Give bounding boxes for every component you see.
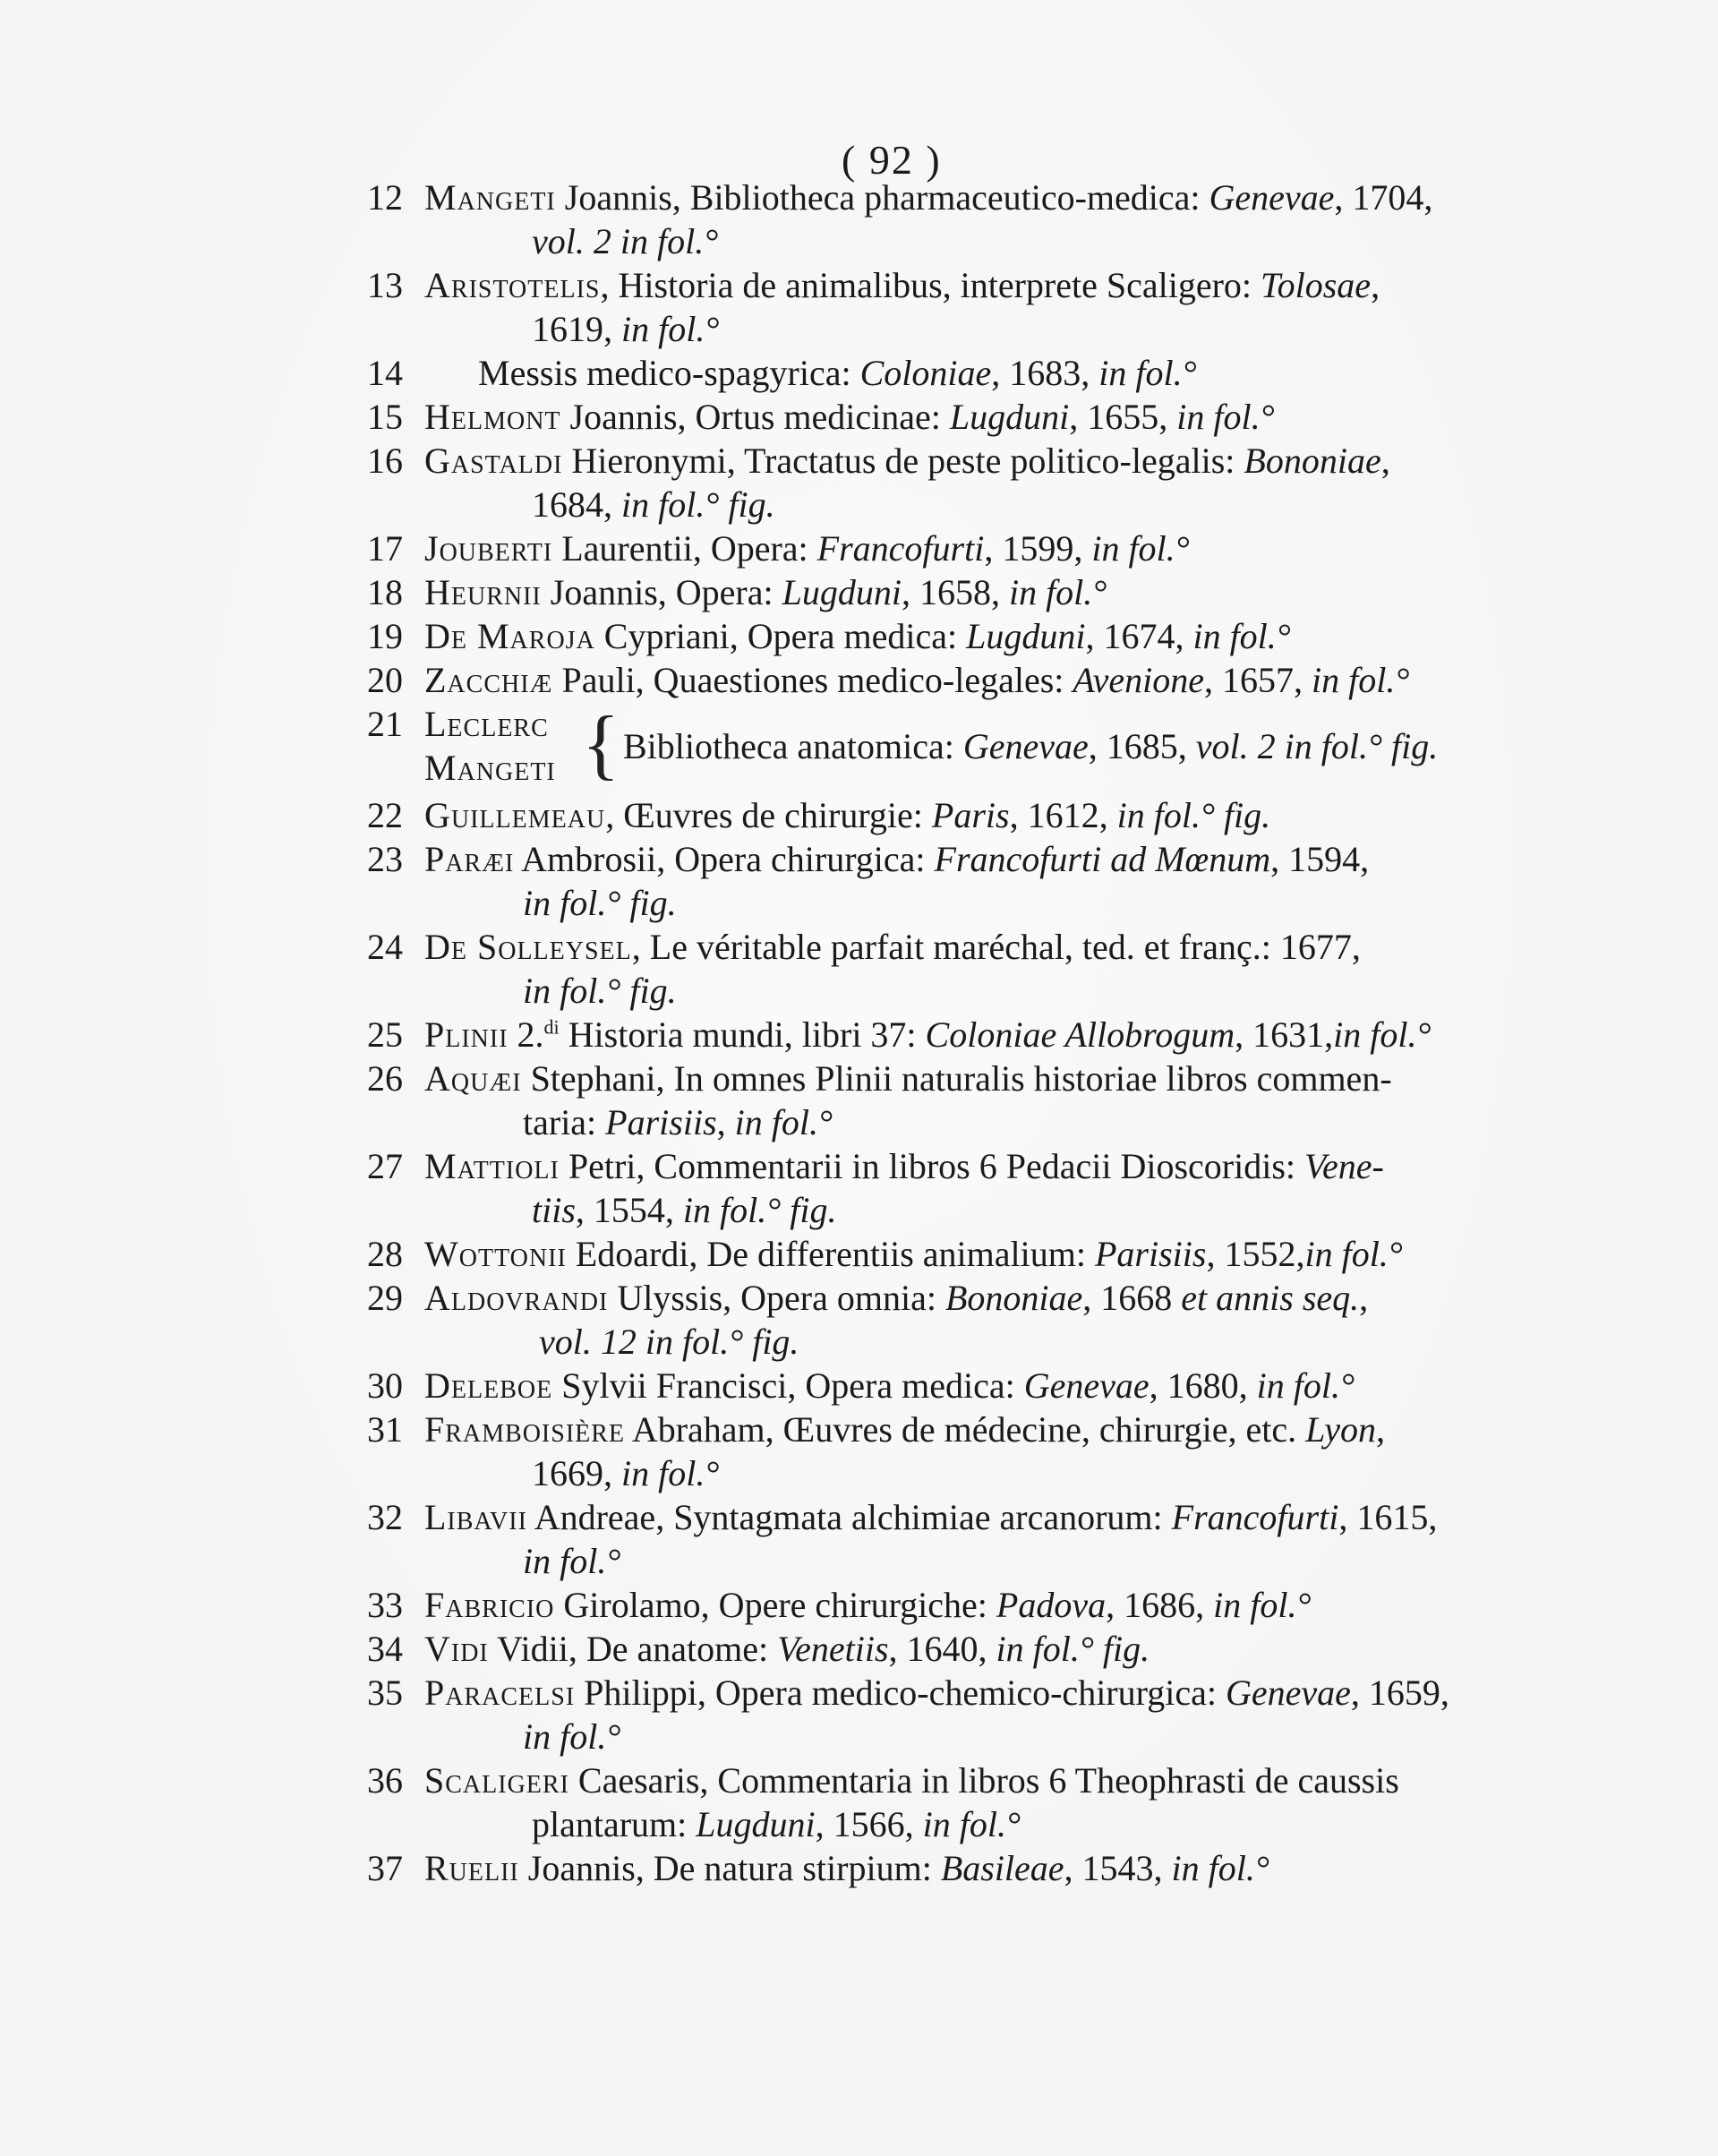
entry-author: Zacchiæ [424,660,553,700]
entry-author: Ruelii [424,1848,519,1888]
entry-title: Joannis, Ortus medicinae: [569,397,941,437]
entry-author: Wottonii [424,1234,567,1274]
entry-author: Aldovrandi [424,1278,609,1318]
entry-title-cont: plantarum: [532,1804,688,1844]
entry-imprint: , [1375,1409,1385,1450]
entry-imprint: , 1612, [1009,795,1108,835]
entry-number: 25 [367,1014,403,1055]
entry-place: Basileae [940,1848,1064,1888]
entry-author: Paræi [424,839,515,879]
list-item [367,837,1558,925]
entry-format: in fol.° [621,309,720,349]
list-item [367,1671,1558,1758]
entry-number: 24 [367,927,403,967]
list-item [367,351,1558,395]
entry-format: vol. 2 in fol.° [532,221,719,261]
entry-title: , Œuvres de chirurgie: [605,795,923,835]
entry-number: 15 [367,397,403,437]
entry-title: Laurentii, Opera: [561,528,808,569]
entry-imprint: , 1686, [1106,1585,1205,1625]
entry-number: 32 [367,1497,403,1537]
list-item [367,395,1558,439]
entry-imprint: , 1631, [1235,1014,1334,1055]
entry-place: Tolosae [1261,265,1372,305]
entry-author: Aristotelis [424,265,601,305]
entry-title: , Le véritable parfait maréchal, ted. et franç.: 1677, [631,927,1361,967]
entry-place: Lyon [1305,1409,1376,1450]
entry-author: Framboisière [424,1409,626,1450]
entry-number: 22 [367,795,403,835]
entry-format: vol. 12 in fol.° fig. [539,1322,799,1362]
list-item [367,1407,1558,1495]
entry-number: 29 [367,1278,403,1318]
entry-imprint: , 1658, [901,572,1000,612]
list-item [367,614,1558,658]
entry-imprint: , 1554, [575,1190,674,1230]
entry-title-cont: taria: [523,1102,597,1142]
entry-title: Sylvii Francisci, Opera medica: [561,1365,1015,1406]
entry-author: Mangeti [424,748,556,788]
entry-format: in fol.° [1333,1014,1432,1055]
entry-title: Edoardi, De differentiis animalium: [575,1234,1086,1274]
entry-number: 33 [367,1585,403,1625]
entry-imprint: , 1680, [1149,1365,1248,1406]
entry-place: Lugduni [696,1804,816,1844]
entry-imprint: , 1668 [1082,1278,1173,1318]
entry-number: 20 [367,660,403,700]
entry-place: Venetiis [777,1629,889,1669]
entry-place: Bononiae [944,1278,1083,1318]
entry-year: 1619, [532,309,612,349]
entry-place: Coloniae Allobrogum [925,1014,1235,1055]
entry-author: Paracelsi [424,1673,576,1713]
entry-number: 12 [367,177,403,218]
entry-author: De Solleysel [424,927,632,967]
entry-author: Jouberti [424,528,553,569]
list-item [367,1583,1558,1627]
brace-icon: { [582,701,620,788]
entry-year: 1684, [532,484,612,525]
entry-title: Philippi, Opera medico-chemico-chirurgica: [584,1673,1217,1713]
entry-format: in fol.° [734,1102,833,1142]
entry-number: 23 [367,839,403,879]
entry-place: Paris [931,795,1010,835]
entry-title: Cypriani, Opera medica: [603,616,958,656]
entry-place: Lugduni [966,616,1086,656]
list-item [367,175,1558,263]
entry-place: Avenione [1073,660,1205,700]
list-item [367,925,1558,1013]
entry-title: Ulyssis, Opera omnia: [617,1278,936,1318]
entry-number: 28 [367,1234,403,1274]
entry-format: in fol.° [1176,397,1275,437]
entry-number: 36 [367,1760,403,1801]
bibliography-list [367,175,1558,1890]
list-item [367,1758,1558,1846]
entry-imprint: , [716,1102,726,1142]
list-item [367,263,1558,351]
list-item [367,702,1558,793]
entry-imprint: , 1674, [1085,616,1184,656]
list-item [367,1364,1558,1407]
entry-format: in fol.° [922,1804,1021,1844]
entry-number: 34 [367,1629,403,1669]
entry-place: Genevae [1225,1673,1351,1713]
entry-place: Lugduni [782,572,902,612]
entry-imprint: , 1704, [1334,177,1433,218]
list-item [367,439,1558,526]
entry-title: , Historia de animalibus, interprete Scaligero: [600,265,1252,305]
entry-format: in fol.° [1213,1585,1312,1625]
entry-format: in fol.° [523,1716,621,1757]
entry-format: in fol.° [1256,1365,1355,1406]
entry-imprint: , [1380,441,1390,481]
entry-number: 35 [367,1673,403,1713]
entry-place: Genevae [962,726,1089,766]
entry-author: Guillemeau [424,795,606,835]
entry-imprint: , 1659, [1350,1673,1449,1713]
entry-imprint: , 1552, [1206,1234,1305,1274]
entry-place: Genevae [1209,177,1335,218]
entry-author: Aquæi [424,1058,522,1099]
entry-format: in fol.° fig. [682,1190,837,1230]
entry-title: Petri, Commentarii in libros 6 Pedacii Dioscoridis: [568,1146,1296,1186]
entry-number: 30 [367,1365,403,1406]
entry-format: in fol.° fig. [523,883,677,923]
entry-number: 17 [367,528,403,569]
entry-imprint: , 1566, [815,1804,914,1844]
entry-author: Deleboe [424,1365,553,1406]
entry-number: 37 [367,1848,403,1888]
entry-title: Girolamo, Opere chirurgiche: [563,1585,987,1625]
entry-format: in fol.° [1312,660,1410,700]
entry-body [623,724,1438,768]
entry-format: vol. 2 in fol.° fig. [1195,726,1439,766]
entry-punct: , [1359,1278,1369,1318]
entry-number: 18 [367,572,403,612]
entry-title: Andreae, Syntagmata alchimiae arcanorum: [534,1497,1163,1537]
entry-place: Bononiae [1244,441,1381,481]
list-item [367,526,1558,570]
list-item [367,793,1558,837]
entry-title: Messis medico-spagyrica: [478,353,851,393]
entry-imprint: , 1599, [984,528,1083,569]
entry-title: Joannis, Bibliotheca pharmaceutico-medica: [564,177,1201,218]
entry-format: in fol.° [1098,353,1197,393]
list-item [367,1276,1558,1364]
entry-place: Francofurti [816,528,985,569]
entry-author: Leclerc [424,704,549,744]
entry-format: in fol.° fig. [523,971,677,1011]
entry-imprint: , 1683, [991,353,1090,393]
entry-place: Parisiis [605,1102,717,1142]
list-item [367,1057,1558,1144]
entry-title: Abraham, Œuvres de médecine, chirurgie, etc. [631,1409,1297,1450]
entry-author: Heurnii [424,572,542,612]
entry-imprint: , [1371,265,1380,305]
entry-title: Pauli, Quaestiones medico-legales: [561,660,1064,700]
entry-format: in fol.° [621,1453,720,1493]
entry-format: in fol.° fig. [996,1629,1150,1669]
entry-author: Gastaldi [424,441,563,481]
entry-number: 16 [367,441,403,481]
entry-author: Helmont [424,397,561,437]
entry-author: Plinii [424,1014,509,1055]
entry-format: in fol.° [1171,1848,1269,1888]
entry-place: Padova [996,1585,1107,1625]
entry-title: Historia mundi, libri 37: [568,1014,917,1055]
entry-title: Joannis, De natura stirpium: [527,1848,932,1888]
entry-title: Vidii, De anatome: [497,1629,769,1669]
list-item [367,570,1558,614]
entry-author: Scaligeri [424,1760,569,1801]
entry-volume: 2. [517,1014,544,1055]
entry-author: Mattioli [424,1146,560,1186]
entry-year: 1669, [532,1453,612,1493]
entry-title: Joannis, Opera: [550,572,774,612]
entry-authors [424,702,556,790]
entry-note: et annis seq. [1181,1278,1360,1318]
entry-author: Vidi [424,1629,489,1669]
entry-place: Francofurti [1171,1497,1339,1537]
list-item [367,1627,1558,1671]
list-item [367,1144,1558,1232]
entry-number: 13 [367,265,403,305]
entry-number: 27 [367,1146,403,1186]
entry-author: Mangeti [424,177,556,218]
entry-imprint: , 1543, [1064,1848,1163,1888]
entry-place: Lugduni [949,397,1070,437]
entry-imprint: , 1640, [888,1629,987,1669]
entry-number: 26 [367,1058,403,1099]
entry-format: in fol.° [1304,1234,1403,1274]
entry-format: in fol.° fig. [621,484,775,525]
entry-number: 21 [367,704,403,744]
entry-title: Caesaris, Commentaria in libros 6 Theophrasti de caussis [577,1760,1399,1801]
entry-imprint: , 1655, [1069,397,1168,437]
list-item [367,1846,1558,1890]
entry-author: De Maroja [424,616,595,656]
entry-title: Stephani, In omnes Plinii naturalis historiae libros commen- [530,1058,1392,1099]
entry-place: Coloniae [859,353,992,393]
page-number: ( 92 ) [842,137,942,183]
entry-number: 31 [367,1409,403,1450]
entry-format: in fol.° [1091,528,1190,569]
entry-title: Ambrosii, Opera chirurgica: [521,839,926,879]
entry-format: in fol.° [523,1541,621,1581]
entry-imprint: , 1685, [1088,726,1187,766]
entry-format: in fol.° [1008,572,1107,612]
entry-author: Fabricio [424,1585,555,1625]
entry-format: in fol.° fig. [1116,795,1271,835]
list-item [367,1013,1558,1057]
entry-place: Parisiis [1094,1234,1207,1274]
entry-number: 14 [367,353,403,393]
list-item [367,1232,1558,1276]
entry-volume-suffix: di [543,1015,560,1039]
list-item [367,658,1558,702]
entry-place-cont: tiis [532,1190,576,1230]
entry-place: Vene- [1304,1146,1384,1186]
entry-author: Libavii [424,1497,527,1537]
entry-imprint: , 1594, [1270,839,1370,879]
entry-place: Genevae [1023,1365,1150,1406]
list-item [367,1495,1558,1583]
entry-number: 19 [367,616,403,656]
entry-imprint: , 1657, [1204,660,1303,700]
entry-format: in fol.° [1192,616,1291,656]
entry-title: Hieronymi, Tractatus de peste politico-legalis: [571,441,1235,481]
entry-place: Francofurti ad Mœnum [934,839,1271,879]
entry-imprint: , 1615, [1338,1497,1438,1537]
entry-title: Bibliotheca anatomica: [623,726,954,766]
